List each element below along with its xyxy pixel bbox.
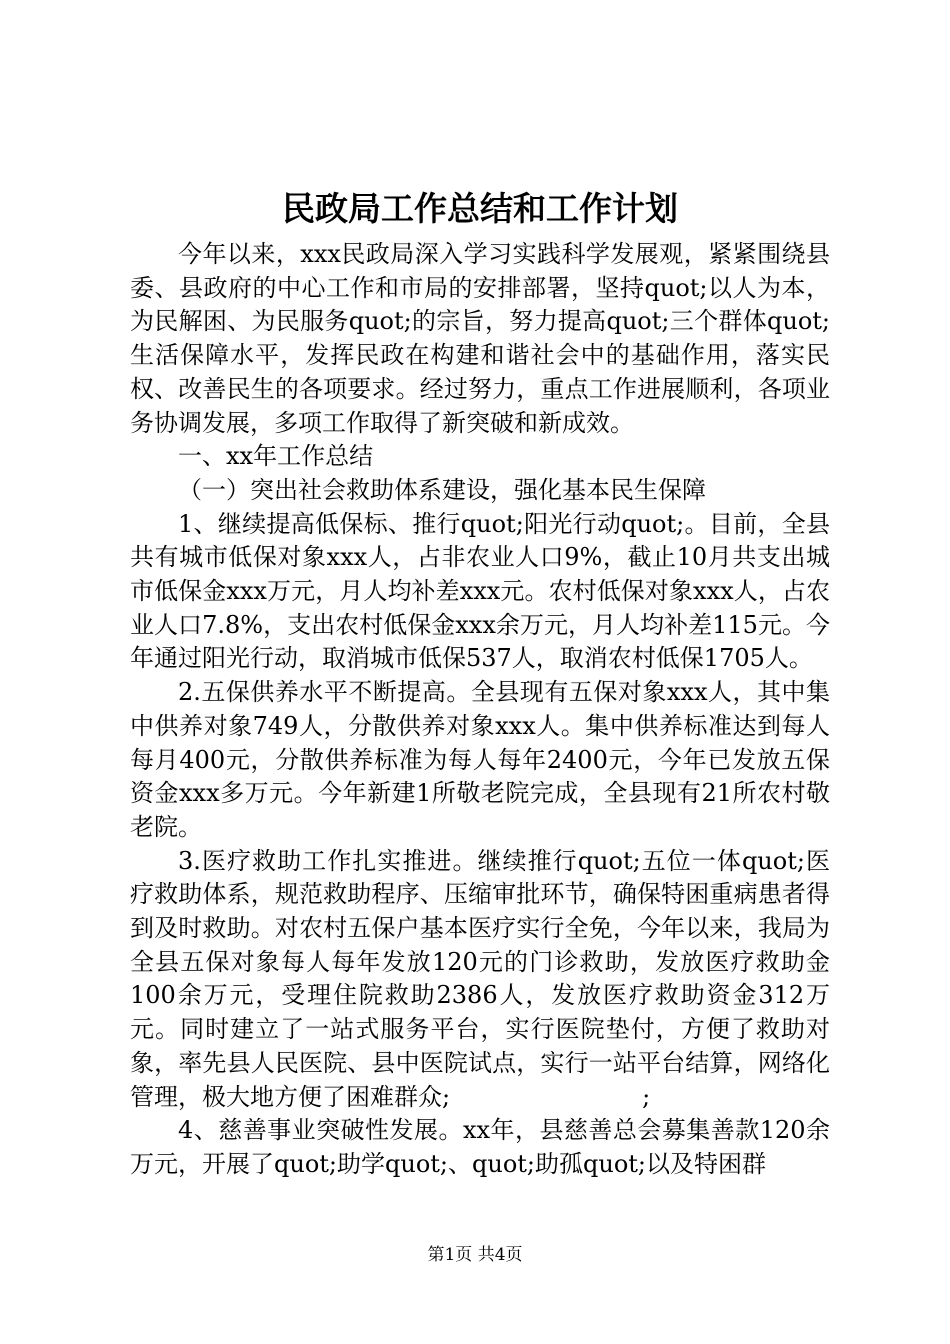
paragraph-item-3: 3.医疗救助工作扎实推进。继续推行quot;五位一体quot;医疗救助体系，规范救助程序、压缩审批环节，确保特困重病患者得到及时救助。对农村五保户基本医疗实行全免，今年以来，我局为全县五保对象每人每年发放120元的门诊救助，发放医疗救助金100余万元，受理住院救助2386人，发放医疗救助资金312万元。同时建立了一站式服务平台，实行医院垫付，方便了救助对象，率先县人民医院、县中医院试点，实行一站平台结算，网络化管理，极大地方便了困难群众; ; [130, 846, 830, 1111]
paragraph-item-1: 1、继续提高低保标、推行quot;阳光行动quot;。目前，全县共有城市低保对象xxx人，占非农业人口9%，截止10月共支出城市低保金xxx万元，月人均补差xxx元。农村低保对象xxx人，占农业人口7.8%，支出农村低保金xxx余万元，月人均补差115元。今年通过阳光行动，取消城市低保537人，取消农村低保1705人。 [130, 509, 830, 673]
paragraph-intro: 今年以来，xxx民政局深入学习实践科学发展观，紧紧围绕县委、县政府的中心工作和市局的安排部署，坚持quot;以人为本，为民解困、为民服务quot;的宗旨，努力提高quot;三个群体quot;生活保障水平，发挥民政在构建和谐社会中的基础作用，落实民权、改善民生的各项要求。经过努力，重点工作进展顺利，各项业务协调发展，多项工作取得了新突破和新成效。 [130, 240, 830, 437]
heading-subsection-one: （一）突出社会救助体系建设，强化基本民生保障 [178, 475, 706, 504]
heading-section-one: 一、xx年工作总结 [178, 442, 374, 471]
paragraph-item-4: 4、慈善事业突破性发展。xx年，县慈善总会募集善款120余万元，开展了quot;助学quot;、quot;助孤quot;以及特困群 [130, 1116, 830, 1178]
document-body [130, 238, 830, 1182]
paragraph-item-2: 2.五保供养水平不断提高。全县现有五保对象xxx人，其中集中供养对象749人，分散供养对象xxx人。集中供养标准达到每人每月400元，分散供养标准为每人每年2400元，今年已发放五保资金xxx多万元。今年新建1所敬老院完成，全县现有21所农村敬老院。 [130, 678, 830, 841]
document-title: 民政局工作总结和工作计划 [282, 189, 678, 228]
page-footer: 第1页 共4页 [427, 1245, 523, 1265]
